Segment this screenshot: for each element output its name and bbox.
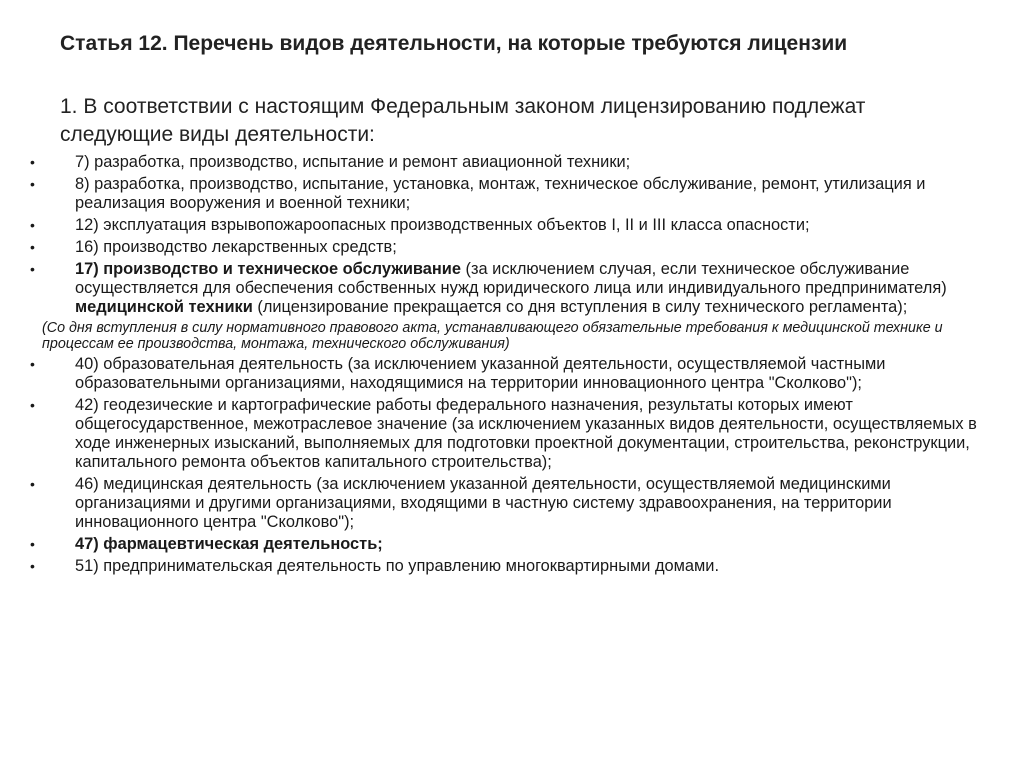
list-item-text: 16) производство лекарственных средств; <box>75 238 397 256</box>
list-item <box>30 557 990 576</box>
bullet-icon: • <box>30 558 35 574</box>
list-item-text: (Со дня вступления в силу нормативного правового акта, устанавливающего обязательные требования к медицинской технике и процессам ее производства, монтажа, технического обслуживания) <box>42 320 943 352</box>
bullet-icon: • <box>30 217 35 233</box>
list-item <box>30 535 990 554</box>
article-intro: 1. В соответствии с настоящим Федеральным законом лицензированию подлежат следующие виды деятельности: <box>60 95 866 146</box>
list-item-text: 51) предпринимательская деятельность по управлению многоквартирными домами. <box>75 557 719 575</box>
bullet-icon: • <box>30 176 35 192</box>
bullet-icon: • <box>30 397 35 413</box>
list-item-bold-text: 47) фармацевтическая деятельность; <box>75 535 383 553</box>
list-item-text: (за исключением случая, если техническое обслуживание осуществляется для обеспечения собственных нужд юридического лица или индивидуального предпринимателя) <box>75 260 947 297</box>
list-item-text: 42) геодезические и картографические работы федерального назначения, результаты которых имеют общегосударственное, межотраслевое значение (за исключением указанных видов деятельности, осуществляемых в ходе инженерных изысканий, выполняемых для подготовки проектной документации, строительства, реконструкции, капитального ремонта объектов капитального строительства); <box>75 396 977 471</box>
bullet-icon: • <box>30 239 35 255</box>
list-item-text: 40) образовательная деятельность (за исключением указанной деятельности, осуществляемой частными образовательными организациями, находящимися на территории инновационного центра "Сколково"); <box>75 355 886 392</box>
bullet-icon: • <box>30 154 35 170</box>
list-item <box>30 475 990 532</box>
list-item-text: 7) разработка, производство, испытание и ремонт авиационной техники; <box>75 153 631 171</box>
list-item <box>30 175 990 213</box>
list-item <box>30 216 990 235</box>
bullet-icon: • <box>30 261 35 277</box>
activity-list <box>30 153 990 579</box>
bullet-icon: • <box>30 476 35 492</box>
list-item <box>30 355 990 393</box>
list-item-text: 8) разработка, производство, испытание, установка, монтаж, техническое обслуживание, ремонт, утилизация и реализация вооружения и военной техники; <box>75 175 926 212</box>
list-item-bold-text: медицинской техники <box>75 298 253 316</box>
list-item-text: 46) медицинская деятельность (за исключением указанной деятельности, осуществляемой медицинскими организациями и другими организациями, входящими в частную систему здравоохранения, на территории инновационного центра "Сколково"); <box>75 475 892 531</box>
article-title: Статья 12. Перечень видов деятельности, на которые требуются лицензии <box>60 32 848 55</box>
bullet-icon: • <box>30 356 35 372</box>
list-item <box>30 396 990 472</box>
list-item <box>30 153 990 172</box>
list-item-text: 12) эксплуатация взрывопожароопасных производственных объектов I, II и III класса опасности; <box>75 216 810 234</box>
list-item-text: (лицензирование прекращается со дня вступления в силу технического регламента); <box>252 298 908 316</box>
list-item <box>30 238 990 257</box>
bullet-icon: • <box>30 536 35 552</box>
list-item <box>30 260 990 317</box>
list-note <box>30 320 990 352</box>
list-item-bold-text: 17) производство и техническое обслуживание <box>75 260 461 278</box>
